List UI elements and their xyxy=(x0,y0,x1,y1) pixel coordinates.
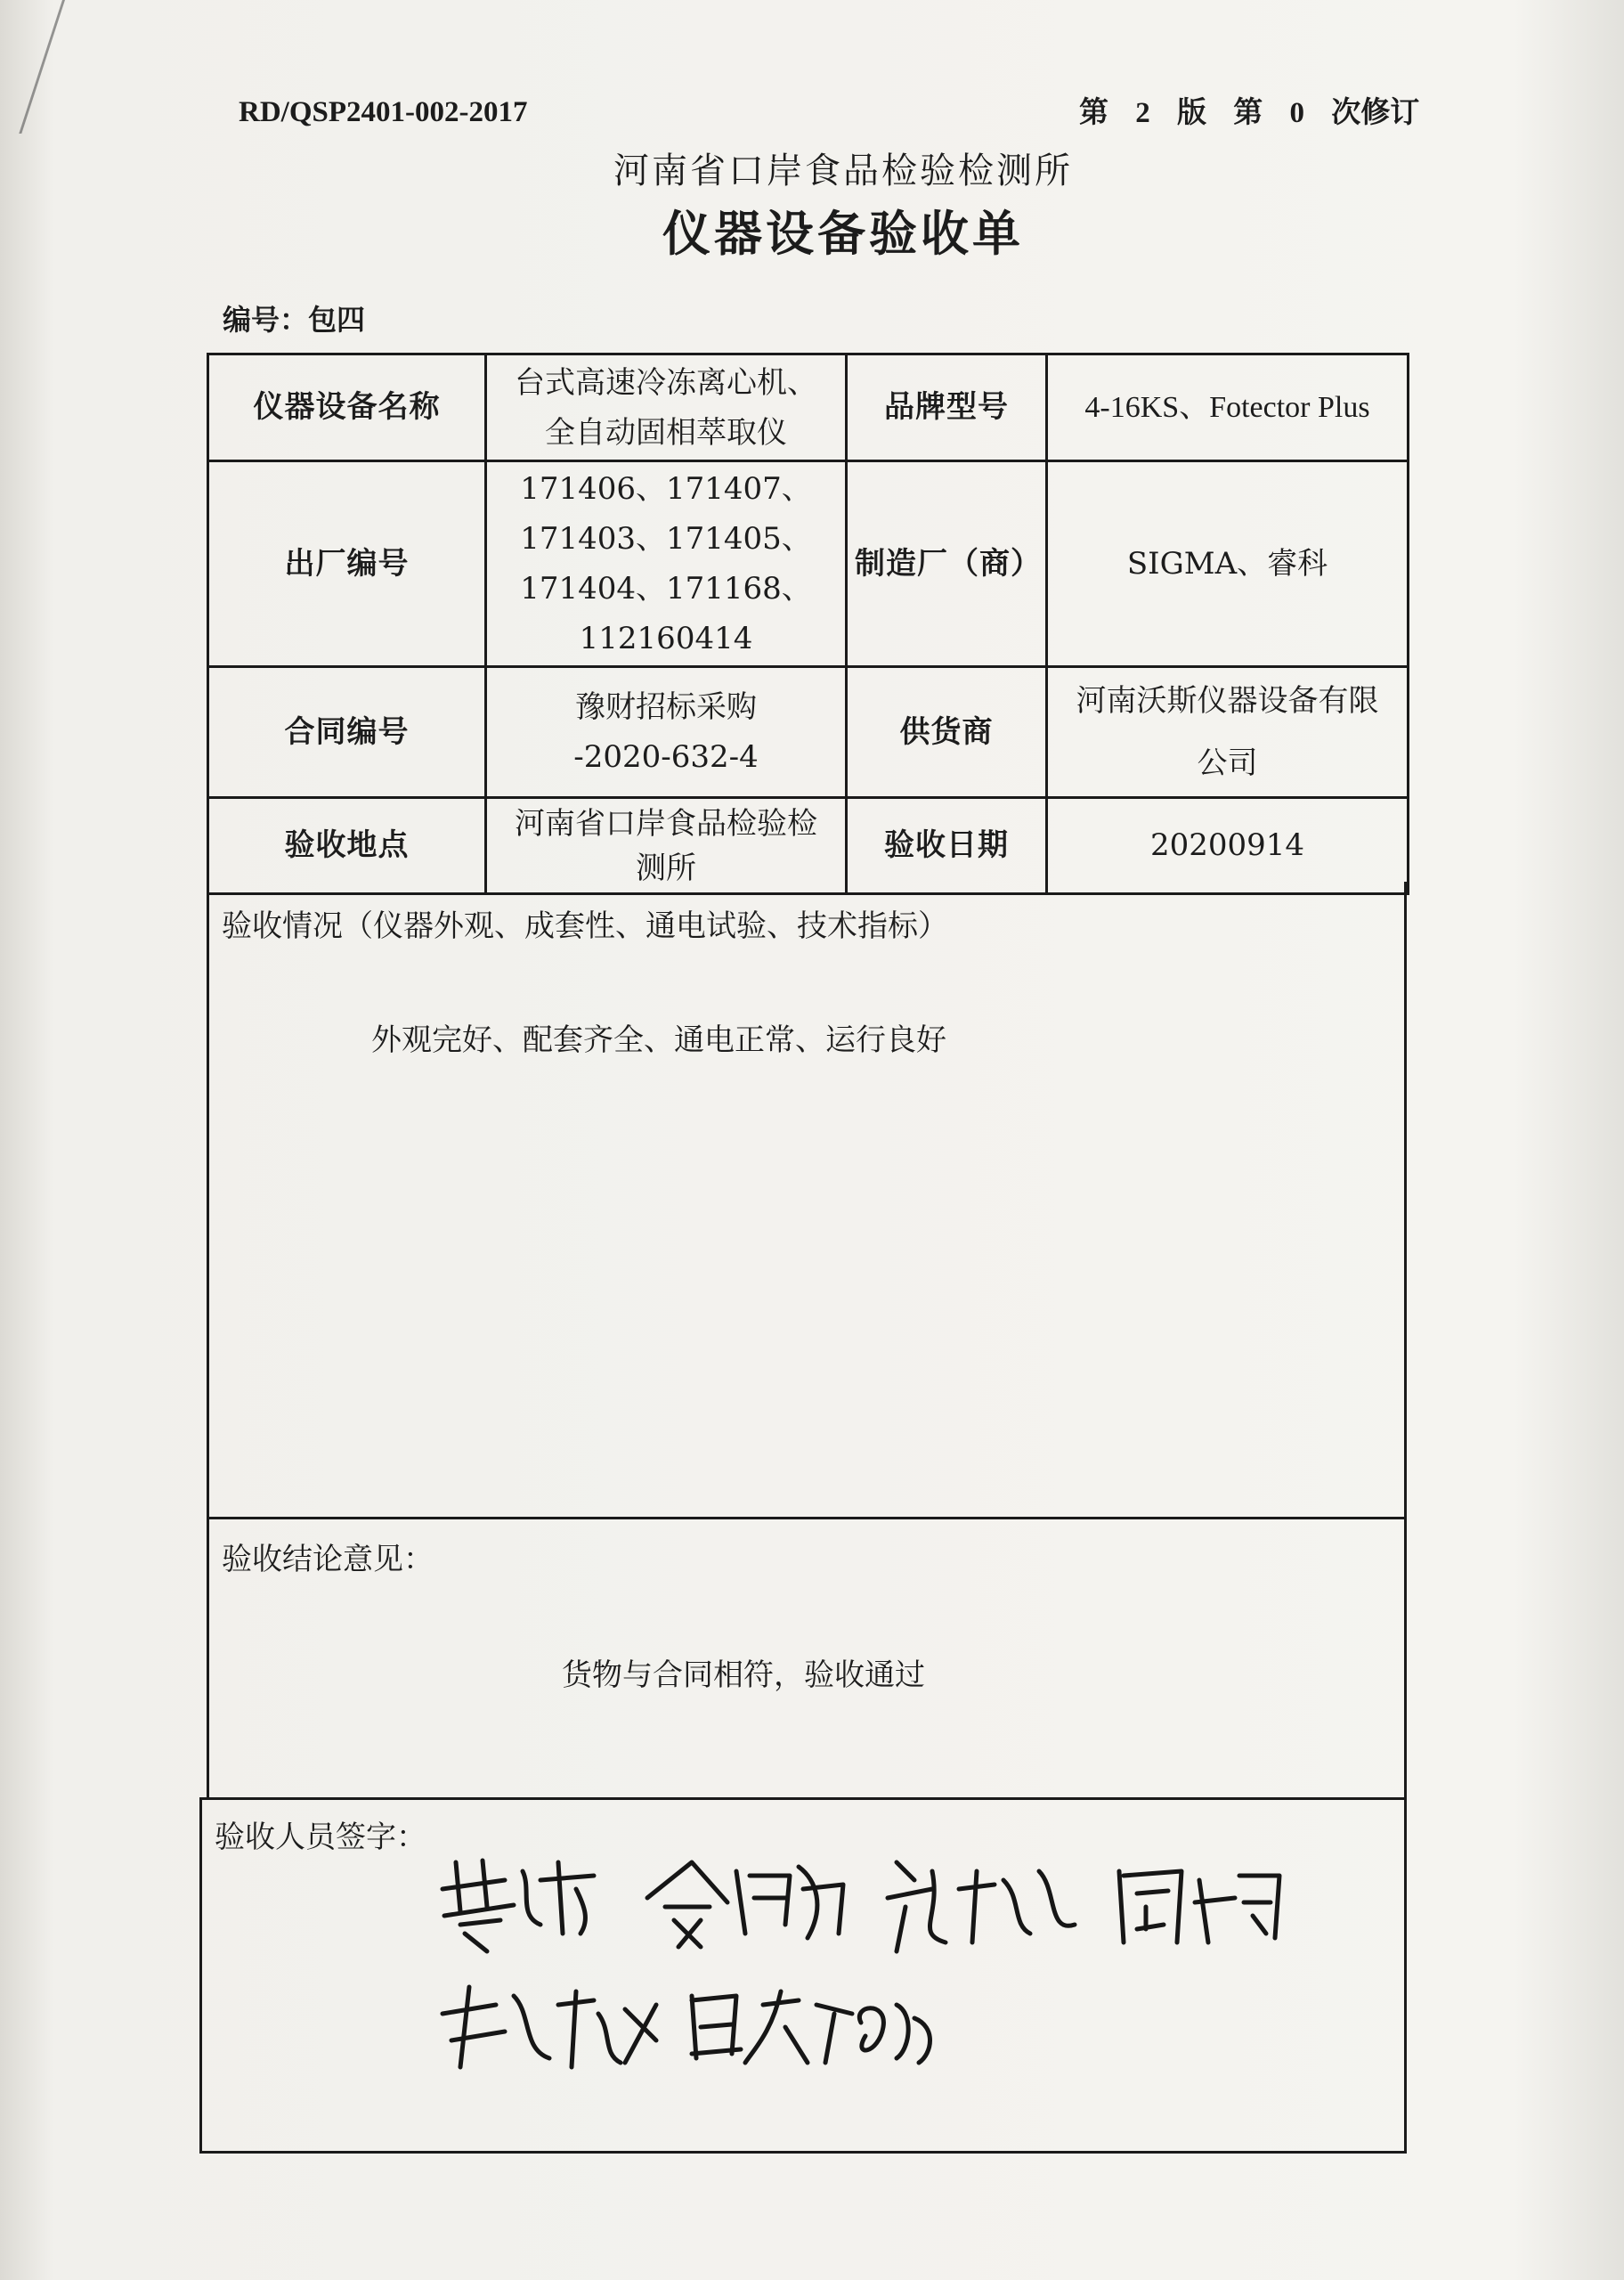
signature-4 xyxy=(1119,1871,1279,1942)
inspection-section xyxy=(207,882,1407,1519)
handwritten-signatures xyxy=(434,1836,1591,2103)
corner-scan-mark xyxy=(0,0,65,134)
signature-5 xyxy=(443,1987,656,2067)
acceptance-date-label: 验收日期 xyxy=(847,798,1047,894)
location-line-2: 测所 xyxy=(636,850,696,886)
signature-2 xyxy=(647,1862,843,1947)
location-value xyxy=(486,798,847,894)
institute-name: 河南省口岸食品检验检测所 xyxy=(613,151,1073,191)
signature-1 xyxy=(443,1861,594,1951)
supplier-label: 供货商 xyxy=(847,667,1047,798)
table-row xyxy=(208,354,1409,461)
table-row xyxy=(208,667,1409,798)
signature-section xyxy=(199,1797,1407,2154)
equipment-name-value xyxy=(486,354,847,461)
brand-model-label: 品牌型号 xyxy=(847,354,1047,461)
brand-model-value: 4-16KS、Fotector Plus xyxy=(1047,354,1409,461)
equipment-name-line-2: 全自动固相萃取仪 xyxy=(545,414,787,451)
equipment-name-label: 仪器设备名称 xyxy=(208,354,486,461)
location-line-1: 河南省口岸食品检验检 xyxy=(515,805,817,842)
manufacturer-value: SIGMA、睿科 xyxy=(1047,461,1409,667)
contract-number-line-2: -2020-632-4 xyxy=(573,739,759,775)
factory-number-line-2: 171403、171405、 xyxy=(520,521,812,557)
document-code: RD/QSP2401-002-2017 xyxy=(239,96,528,128)
factory-number-line-4: 112160414 xyxy=(579,621,753,656)
version-info: 第 2 版 第 0 次修订 xyxy=(1079,97,1420,129)
supplier-line-1: 河南沃斯仪器设备有限 xyxy=(1076,683,1379,719)
document-title: 仪器设备验收单 xyxy=(662,205,1024,262)
contract-number-label: 合同编号 xyxy=(208,667,486,798)
table-row xyxy=(208,798,1409,894)
conclusion-section xyxy=(207,1517,1407,1800)
supplier-value xyxy=(1047,667,1409,798)
conclusion-label: 验收结论意见： xyxy=(222,1542,434,1577)
inspection-result: 外观完好、配套齐全、通电正常、运行良好 xyxy=(371,1022,946,1058)
signature-3 xyxy=(888,1862,1075,1951)
conclusion-result: 货物与合同相符，验收通过 xyxy=(562,1657,925,1693)
manufacturer-label: 制造厂（商） xyxy=(847,461,1047,667)
signature-6 xyxy=(692,1991,930,2063)
inspection-label: 验收情况（仪器外观、成套性、通电试验、技术指标） xyxy=(222,908,948,944)
acceptance-date-value: 20200914 xyxy=(1047,798,1409,894)
factory-number-label: 出厂编号 xyxy=(208,461,486,667)
factory-number-value xyxy=(486,461,847,667)
location-label: 验收地点 xyxy=(208,798,486,894)
factory-number-line-3: 171404、171168、 xyxy=(520,571,812,607)
equipment-name-line-1: 台式高速冷冻离心机、 xyxy=(515,364,817,401)
factory-number-line-1: 171406、171407、 xyxy=(520,471,812,507)
table-row xyxy=(208,461,1409,667)
contract-number-line-1: 豫财招标采购 xyxy=(575,689,757,725)
serial-number: 编号：包四 xyxy=(223,303,366,337)
equipment-info-table xyxy=(207,353,1409,895)
signature-label: 验收人员签字： xyxy=(215,1820,426,1855)
contract-number-value xyxy=(486,667,847,798)
supplier-line-2: 公司 xyxy=(1197,745,1258,781)
